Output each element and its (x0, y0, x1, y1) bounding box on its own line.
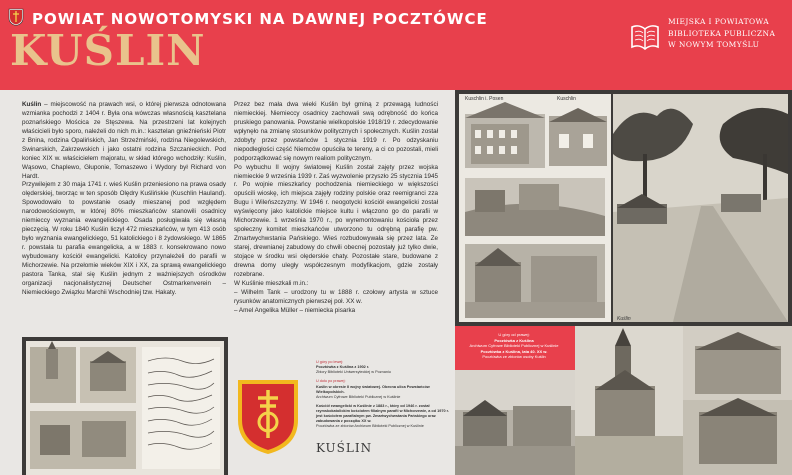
paragraph: W Kuślinie mieszkali m.in.: (234, 279, 309, 287)
paragraph: Kuślin – miejscowość na prawach wsi, o której pierwsza odnotowana wzmianka pochodzi z 1404 r. Była ona wówczas własnością kasztelana poznańskiego Mościca ze Stęszewa. Na przestrzeni lat kolejnych właścicieli było sporo, należeli do nich m.in.: kasztelan gnieźnieński Piotr z Bnina, rodzina Opalińskich, Jan Strzeźmiński, rodzina Niegolewskich, Swinarskich, Zakrzewskich i jako ostatni rodzina Szczanieckich. Pod koniec XIX w. właścicielem majoratu, w skład którego wchodziły: Kuślin, Wąsowo, Chaplewo, Głuponie, Tomaszewo i Wydory był Richard von Hardt. (22, 101, 226, 180)
church-photo (575, 326, 792, 475)
postcard-multiview (459, 94, 611, 322)
coat-of-arms-icon (8, 8, 24, 26)
postcard-street (613, 94, 788, 322)
top-photo-panel (455, 90, 792, 326)
paragraph: – Amel Angelika Müller – niemiecka pisarka (234, 306, 356, 314)
text-column-1 (22, 101, 226, 298)
library-name: MIEJSKA I POWIATOWA BIBLIOTEKA PUBLICZNA W NOWYM TOMYŚLU (668, 17, 776, 50)
caption-block: U góry po lewej: Pocztówka z Kuślina z 1902 r. Zbiory Biblioteki Uniwersyteckiej w Poznaniu (316, 360, 391, 375)
red-caption: U góry od prawej: Pocztówka z Kuślina Archiwum Cyfrowe Biblioteki Publicznej w Kuślinie Pocztówka z Kuślina, lata 40. XX w. Pocztówka ze zbiorów osoby Kuślin (469, 332, 559, 360)
bottom-right-photo (455, 370, 575, 475)
library-logo-icon (630, 24, 660, 50)
paragraph: – Wilhelm Tank – urodzony tu w 1888 r. czołowy artysta w sztuce rysunków anatomicznych pierwszej poł. XX w. (234, 288, 438, 305)
paragraph: Przez bez mała dwa wieki Kuślin był gminą z przewagą ludności niemieckiej. Niemieccy osadnicy zachowali swą odrębność do końca pruskiego panowania. Powstanie wielkopolskie 1918/19 r. zdecydowanie wpłynęło na zmianę stosunków politycznych i społecznych. Kuślin został zdobyty przez powstańców 1 stycznia 1919 r. Po odzyskaniu niepodległości część Niemców opuściła te tereny, a ci co pozostali, mieli podporządkować się nowym realiom politycznym. (234, 101, 438, 162)
postcard-caption: Kuschlin i. Posen (465, 96, 504, 102)
coat-caption: KUŚLIN (316, 441, 373, 455)
caption-block: Kościół ewangelicki w Kuślinie z 1883 r., który od 1946 r. został rzymskokatolickim kościołem filialnym parafii w Michorzewie, a od 1970 r. jest kościołem parafialnym pw. Zmartwychwstania Pańskiego oraz zabudowania z początku XX w. Pocztówka ze zbiorów Archiwum Biblioteki Publicznej w Kuślinie (316, 403, 449, 429)
postcard-caption: Kuślin (617, 316, 631, 322)
paragraph: Przywilejem z 30 maja 1741 r. wieś Kuślin przeniesiono na prawa osady olęderskiej, tworząc w ten sposób Olędry Kuślińskie (Kuschlin Hauland). Spowodowało to powstanie osady mieszanej pod względem narodowościowym, w której 80% mieszkańców stanowili osadnicy niemieccy wyznania ewangelickiego. Osada posługiwała się własną pieczęcią. W roku 1840 Kuślin liczył 472 mieszkańców, w tym 413 osób było wyznania ewangelickiego, 51 katolickiego i 8 żydowskiego. W 1865 r. powstała tu parafia ewangelicka, a w 1883 r. konsekrowano nowo wybudowany kościół ewangelicki. Katolicy przynależeli do parafii w Michorzewie. Na przełomie wieków XIX i XX, za sprawą ewangelickiego pastora Tanka, stał się Kuślin jednym z ważniejszych ośrodków organizacji nacjonalistycznej Deutscher Ostmarkenverein – Niemieckiego Związku Marchii Wschodniej tzw. Hakaty. (22, 181, 226, 296)
header-banner (0, 0, 792, 90)
kuslin-coat-of-arms-icon (236, 378, 300, 456)
photo-captions (316, 360, 452, 434)
caption-block: U dołu po prawej: Kuślin w okresie II wojny światowej. Obecna ulica Powstańców Wielkopolskich. Archiwum Cyfrowe Biblioteki Publicznej w Kuślinie (316, 379, 430, 399)
bottom-left-photo (22, 337, 228, 475)
text-column-2 (234, 101, 438, 316)
town-name: KUŚLIN (10, 26, 206, 75)
page-title: POWIAT NOWOTOMYSKI NA DAWNEJ POCZTÓWCE (32, 10, 488, 28)
postcard-caption: Kuschlin (557, 96, 576, 102)
paragraph: Po wybuchu II wojny światowej Kuślin został zajęty przez wojska niemieckie 9 września 1939 r. Zaś wyzwolenie przyszło 25 stycznia 1945 r. Po wojnie mieszkańcy pochodzenia niemieckiego w większości opuścili wioskę, ich miejsca zajęły rodziny polskie oraz reemigranci zza Bugu i Wileńszczyzny. W 1946 r. neogotycki kościół ewangelicki został wyświęcony jako katolickie miejsce kultu i włączono go do parafii w Michorzewie. 1 września 1970 r., po wyremontowaniu kościoła przez społeczny komitet mieszkańców utworzono tu odrębną parafię pw. Zmartwychwstania Pańskiego. Wieś rozbudowywała się przez lata. Ze starej, drewnianej zabudowy do chwili obecnej pozostały już tylko dwie, stojące w środku wsi olęderskie chaty. Pozostałe stare, budowane z drewna domy uległy współczesnym modyfikacjom, gdzie zostały rozebrane. (234, 163, 438, 278)
